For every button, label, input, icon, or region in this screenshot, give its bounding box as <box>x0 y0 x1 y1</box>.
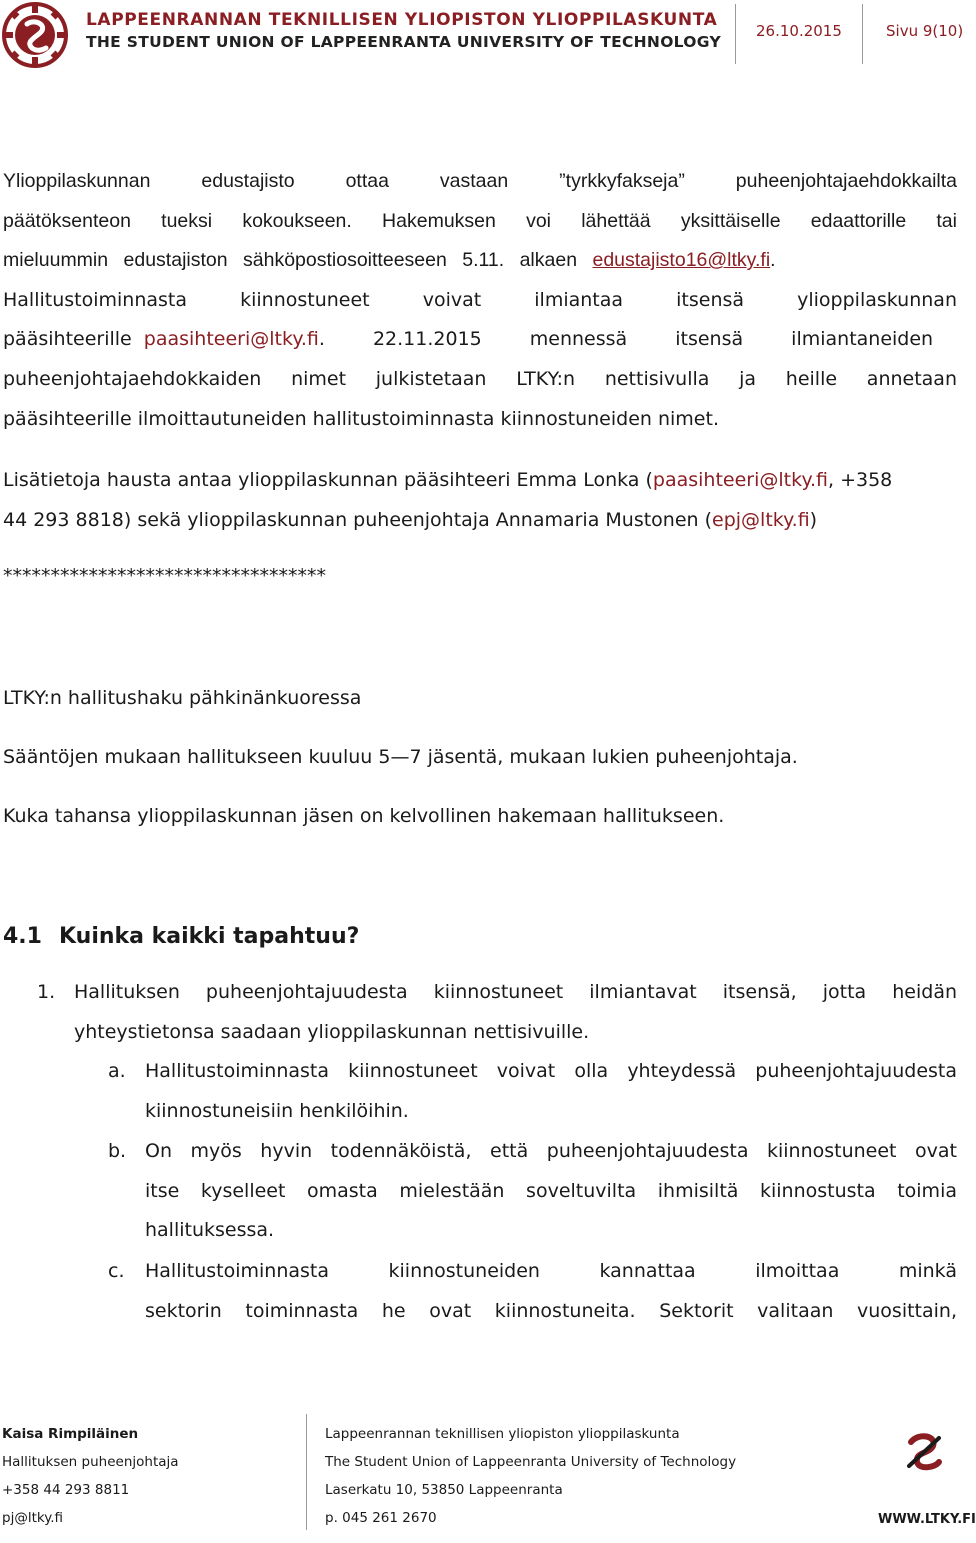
paragraph-line: pääsihteerille ilmoittautuneiden hallitustoiminnasta kiinnostuneiden nimet. <box>3 407 719 430</box>
footer-email[interactable]: pj@ltky.fi <box>2 1510 64 1526</box>
footer-phone: +358 44 293 8811 <box>2 1482 130 1498</box>
list-line: kiinnostuneisiin henkilöihin. <box>145 1099 409 1122</box>
paragraph-line: Hallitustoiminnasta kiinnostuneet voivat ilmiantaa itsensä ylioppilaskunnan <box>3 288 957 311</box>
paragraph-line: Ylioppilaskunnan edustajisto ottaa vastaan ”tyrkkyfakseja” puheenjohtajaehdokkailta <box>3 170 957 192</box>
paragraph-text: Lisätietoja hausta antaa ylioppilaskunnan pääsihteeri Emma Lonka ( <box>3 469 653 491</box>
header-divider <box>862 4 863 64</box>
list-line: hallituksessa. <box>145 1219 275 1242</box>
list-line: On myös hyvin todennäköistä, että puheenjohtajuudesta kiinnostuneet ovat <box>145 1140 957 1162</box>
list-item <box>37 973 957 1052</box>
footer-name: Kaisa Rimpiläinen <box>2 1426 139 1442</box>
list-line: Hallitustoiminnasta kiinnostuneet voivat olla yhteydessä puheenjohtajuudesta <box>145 1060 957 1082</box>
footer-org-phone: p. 045 261 2670 <box>325 1510 437 1526</box>
paragraph-text: 44 293 8818) sekä ylioppilaskunnan puheenjohtaja Annamaria Mustonen ( <box>3 508 713 531</box>
footer-role: Hallituksen puheenjohtaja <box>2 1454 179 1470</box>
page-number: Sivu 9(10) <box>886 22 964 40</box>
list-marker: b. <box>108 1140 127 1162</box>
footer-divider <box>306 1414 307 1530</box>
list-marker: c. <box>108 1260 125 1282</box>
rule-text: Kuka tahansa ylioppilaskunnan jäsen on kelvollinen hakemaan hallitukseen. <box>3 805 725 827</box>
heading-number: 4.1 <box>3 924 42 949</box>
paragraph-line <box>3 241 957 281</box>
list-marker: a. <box>108 1060 126 1082</box>
list-line: Hallituksen puheenjohtajuudesta kiinnostuneet ilmiantavat itsensä, jotta heidän <box>74 981 957 1003</box>
paragraph-text: , +358 <box>828 469 893 491</box>
org-name-en: THE STUDENT UNION OF LAPPEENRANTA UNIVERSITY OF TECHNOLOGY <box>86 33 721 51</box>
ltky-logo-small-icon <box>905 1432 945 1472</box>
footer-org-fi: Lappeenrannan teknillisen yliopiston ylioppilaskunta <box>325 1426 680 1442</box>
rule-text: Sääntöjen mukaan hallitukseen kuuluu 5—7 jäsentä, mukaan lukien puheenjohtaja. <box>3 746 798 768</box>
intro-paragraph <box>3 162 957 439</box>
footer-website[interactable]: WWW.LTKY.FI <box>878 1512 976 1527</box>
list-marker: 1. <box>37 981 56 1003</box>
footer-address: Laserkatu 10, 53850 Lappeenranta <box>325 1482 563 1498</box>
header-date: 26.10.2015 <box>756 22 842 40</box>
sub-list-item <box>108 1132 957 1251</box>
sub-list-item <box>108 1252 957 1331</box>
email-link-paasihteeri[interactable]: paasihteeri@ltky.fi <box>652 469 828 491</box>
paragraph-text: mieluummin edustajiston sähköpostiosoitteeseen 5.11. alkaen <box>3 249 578 272</box>
list-line: yhteystietonsa saadaan ylioppilaskunnan nettisivuille. <box>74 1020 590 1043</box>
section-heading <box>3 924 359 949</box>
org-name-fi: LAPPEENRANNAN TEKNILLISEN YLIOPISTON YLIOPPILASKUNTA <box>86 10 718 30</box>
heading-text: Kuinka kaikki tapahtuu? <box>59 924 360 949</box>
paragraph-text: ) <box>809 508 818 531</box>
separator-stars: ********************************** <box>3 565 326 587</box>
paragraph-line: päätöksenteon tueksi kokoukseen. Hakemuksen voi lähettää yksittäiselle edaattorille tai <box>3 209 957 232</box>
contact-paragraph <box>3 461 957 540</box>
header-divider <box>735 4 736 64</box>
email-link-edustajisto[interactable]: edustajisto16@ltky.fi <box>592 249 771 272</box>
list-line: itse kyselleet omasta mielestään soveltuvilta ihmisiltä kiinnostusta toimia <box>145 1179 957 1202</box>
paragraph-line: puheenjohtajaehdokkaiden nimet julkistetaan LTKY:n nettisivulla ja heille annetaan <box>3 367 957 390</box>
list-line: sektorin toiminnasta he ovat kiinnostuneita. Sektorit valitaan vuosittain, <box>145 1299 957 1322</box>
footer-org-en: The Student Union of Lappeenranta University of Technology <box>325 1454 737 1470</box>
paragraph-text: . 22.11.2015 mennessä itsensä ilmiantaneiden <box>318 328 934 351</box>
email-link-epj[interactable]: epj@ltky.fi <box>712 508 810 531</box>
paragraph-line <box>3 320 957 360</box>
paragraph-line <box>3 461 957 501</box>
list-line: Hallitustoiminnasta kiinnostuneiden kannattaa ilmoittaa minkä <box>145 1260 957 1282</box>
paragraph-text: pääsihteerille <box>3 328 132 351</box>
punctuation: . <box>770 249 776 272</box>
sub-list-item <box>108 1052 957 1131</box>
ltky-logo-icon <box>2 2 68 68</box>
section-title: LTKY:n hallitushaku pähkinänkuoressa <box>3 687 362 709</box>
paragraph-line <box>3 501 957 541</box>
email-link-paasihteeri[interactable]: paasihteeri@ltky.fi <box>143 328 319 351</box>
